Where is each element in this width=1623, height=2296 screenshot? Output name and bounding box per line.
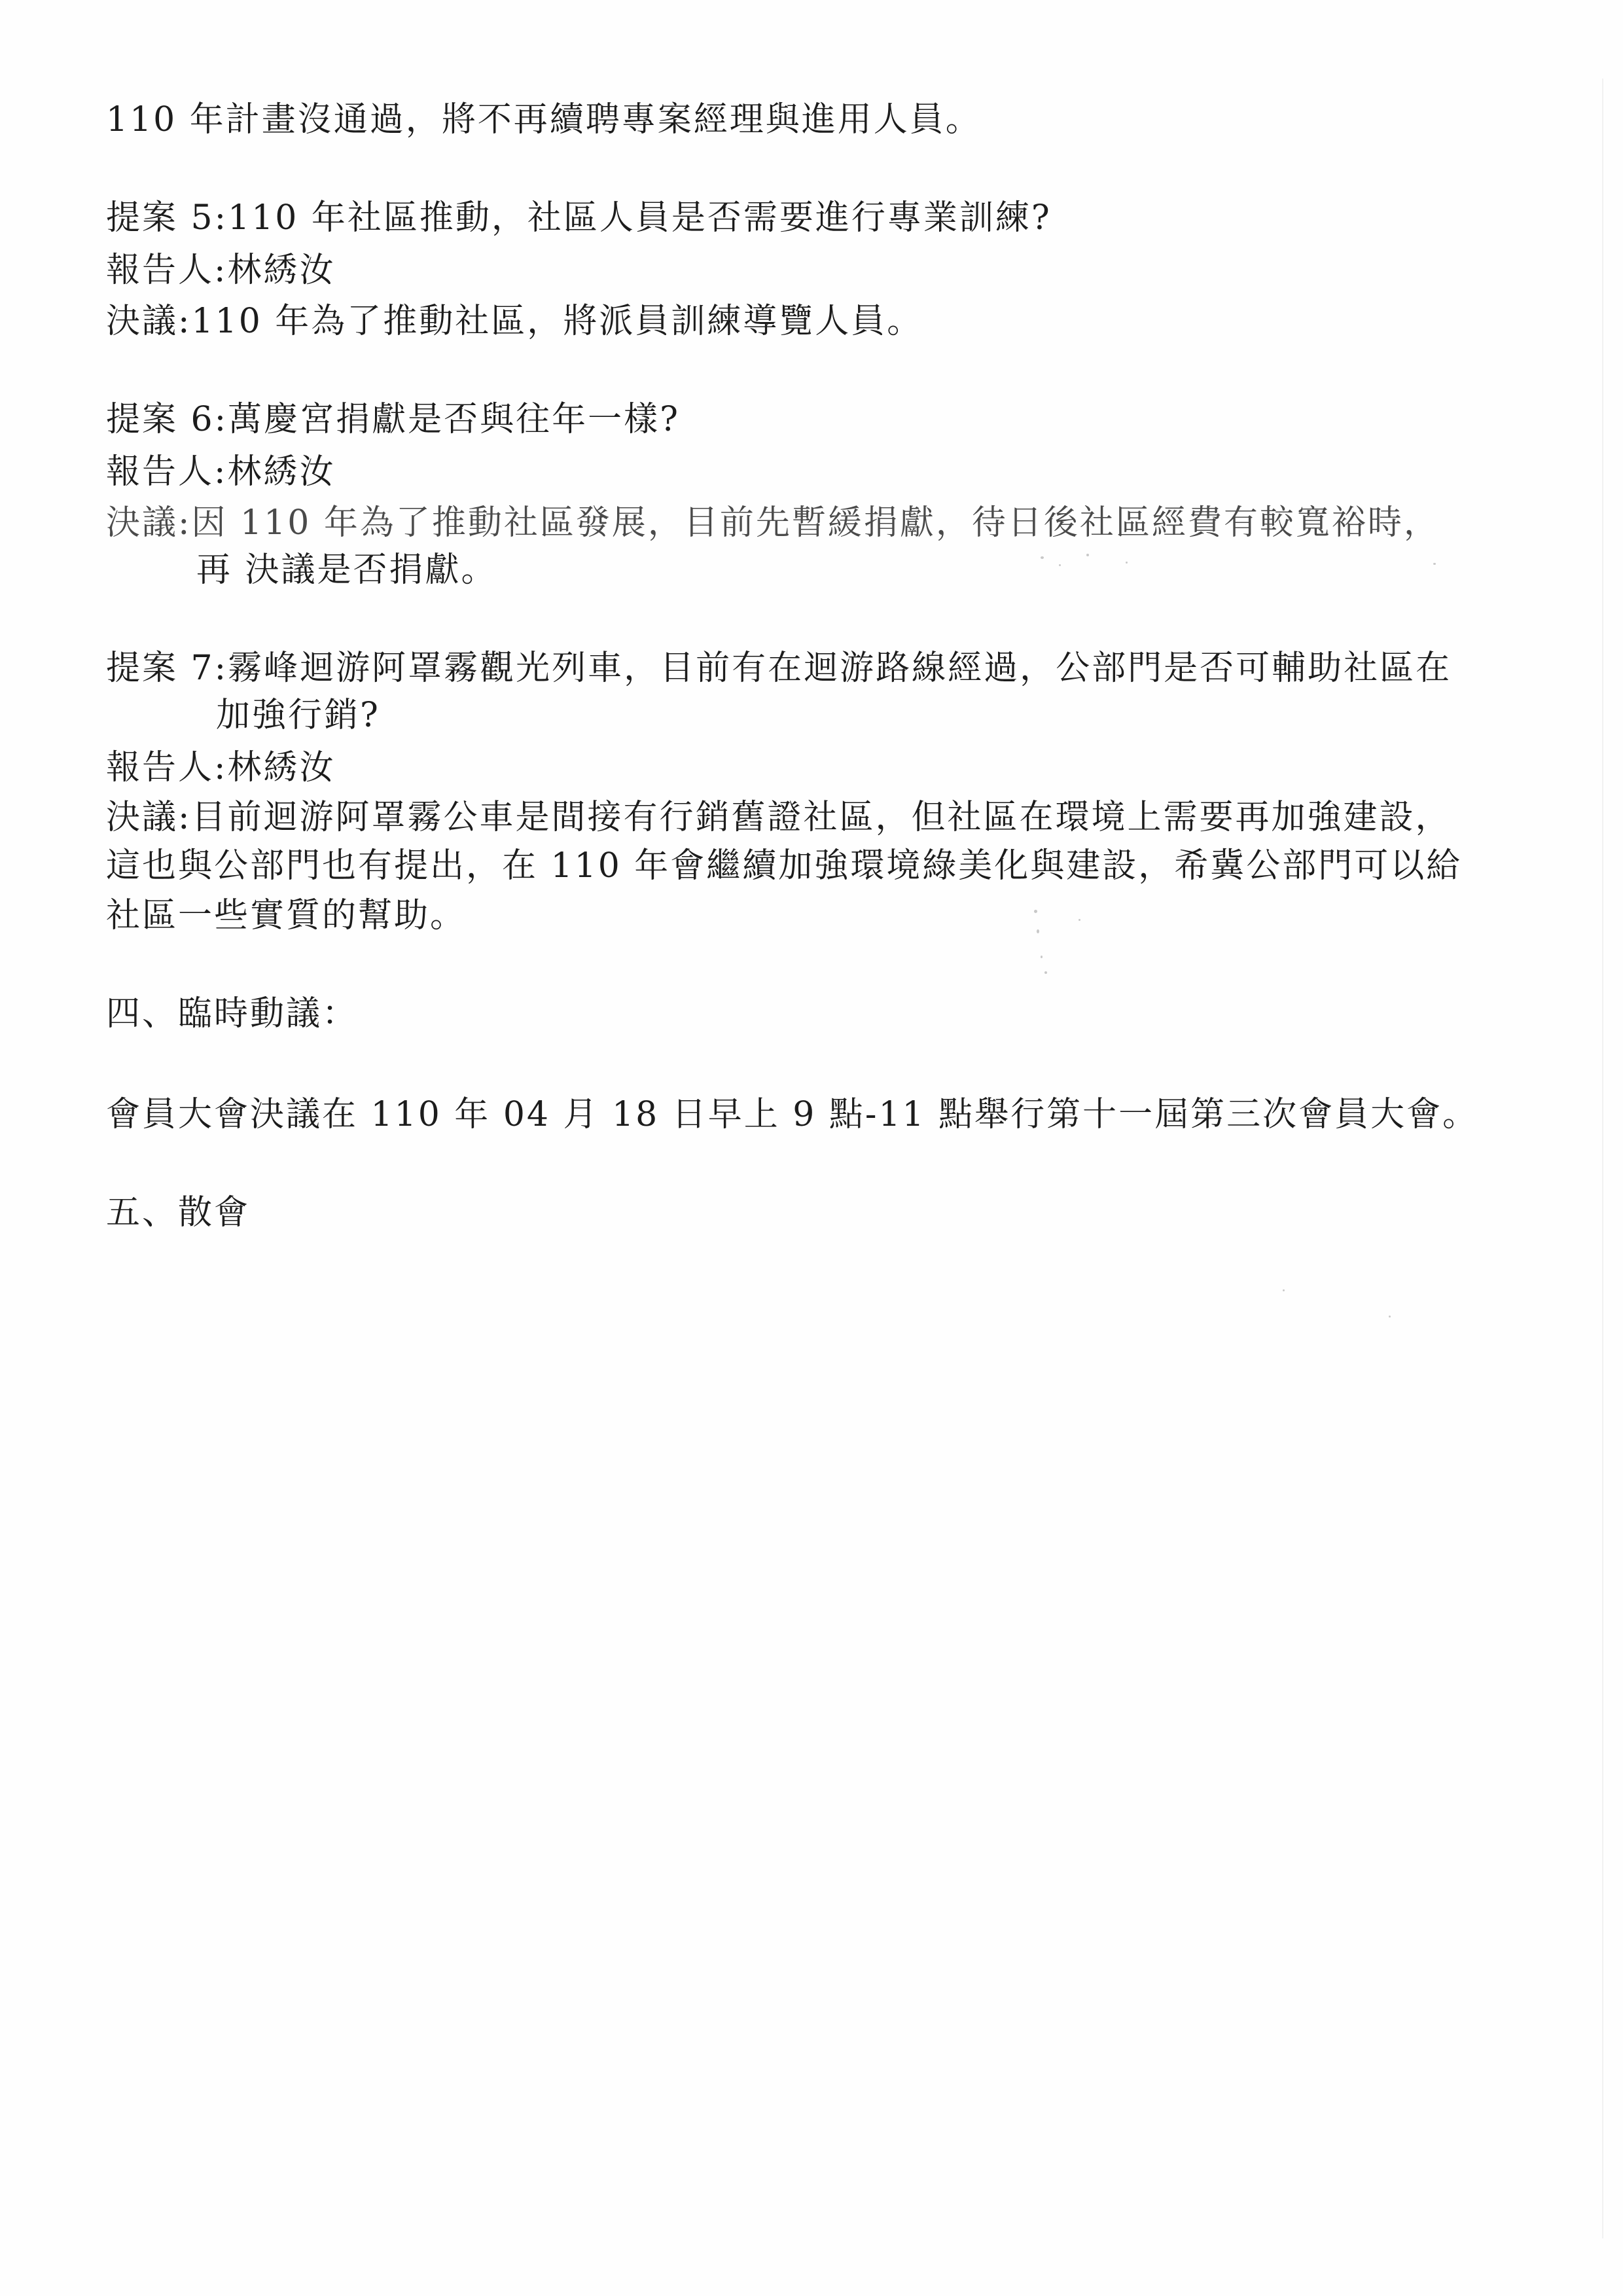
proposal-5-resolution: 決議:110 年為了推動社區，將派員訓練導覽人員。 xyxy=(106,302,923,341)
scan-speck xyxy=(1044,971,1047,974)
scan-speck xyxy=(1041,556,1044,559)
scan-speck xyxy=(1034,910,1037,913)
proposal-6-resolution-line-2: 再 決議是否捐獻。 xyxy=(196,550,497,590)
scan-speck xyxy=(1433,563,1436,565)
scan-speck xyxy=(1086,554,1089,556)
section-five-title: 五、散會 xyxy=(106,1193,251,1232)
scan-edge-shadow xyxy=(1602,79,1603,2238)
scan-speck xyxy=(1079,919,1080,921)
proposal-5-reporter: 報告人:林綉汝 xyxy=(106,251,336,290)
scan-speck xyxy=(1283,1289,1285,1291)
proposal-7-heading-line-2: 加強行銷? xyxy=(216,696,380,735)
proposal-6-resolution-line-1: 決議:因 110 年為了推動社區發展，目前先暫緩捐獻，待日後社區經費有較寬裕時， xyxy=(106,503,1440,543)
proposal-7-resolution-line-2: 這也與公部門也有提出，在 110 年會繼續加強環境綠美化與建設，希冀公部門可以給 xyxy=(106,846,1463,886)
section-four-body: 會員大會決議在 110 年 04 月 18 日早上 9 點-11 點舉行第十一屆第三次會員大會。 xyxy=(106,1095,1479,1134)
proposal-7-resolution-line-3: 社區一些實質的幫助。 xyxy=(106,896,467,935)
scan-speck xyxy=(1126,562,1128,564)
proposal-7-heading-line-1: 提案 7:霧峰迴游阿罩霧觀光列車，目前有在迴游路線經過，公部門是否可輔助社區在 xyxy=(106,649,1452,688)
proposal-7-resolution-line-1: 決議:目前迴游阿罩霧公車是間接有行銷舊證社區，但社區在環境上需要再加強建設， xyxy=(106,798,1452,837)
section-four-title: 四、臨時動議： xyxy=(106,994,359,1033)
scan-speck xyxy=(1059,564,1061,566)
scan-speck xyxy=(1041,956,1043,958)
proposal-5-heading: 提案 5:110 年社區推動，社區人員是否需要進行專業訓練? xyxy=(106,198,1052,238)
proposal-6-reporter: 報告人:林綉汝 xyxy=(106,452,336,492)
scan-speck xyxy=(1389,1316,1391,1318)
scan-speck xyxy=(1037,929,1039,933)
proposal-7-reporter: 報告人:林綉汝 xyxy=(106,748,336,787)
carryover-line: 110 年計畫沒通過，將不再續聘專案經理與進用人員。 xyxy=(106,100,982,139)
proposal-6-heading: 提案 6:萬慶宮捐獻是否與往年一樣? xyxy=(106,400,681,439)
